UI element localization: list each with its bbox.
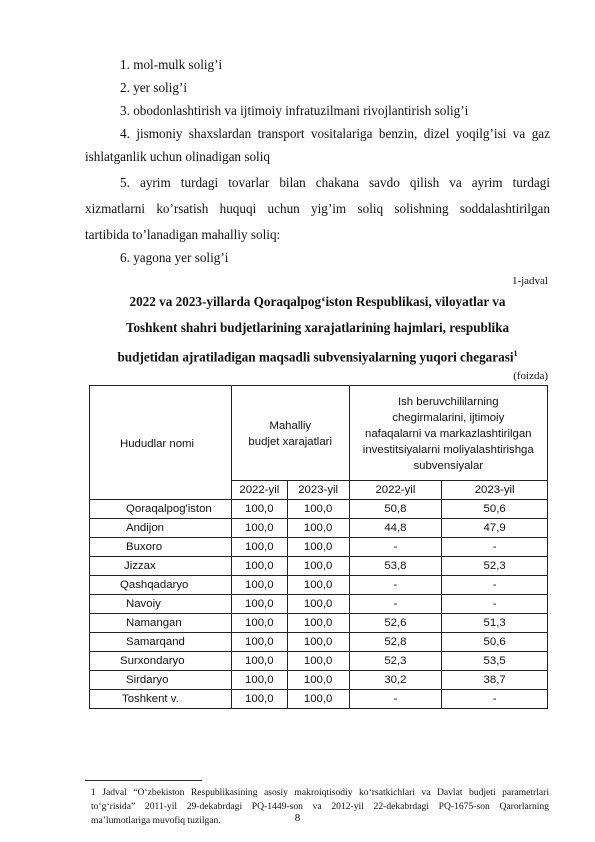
table-title-line3-text: budjetidan ajratiladigan maqsadli subvensiyalarning yuqori chegarasi bbox=[117, 349, 514, 365]
subv-2023-cell: - bbox=[442, 690, 548, 709]
region-name-cell: Navoiy bbox=[90, 595, 232, 614]
header-subv-line4: investitsiyalarni moliyalashtirishga bbox=[362, 444, 534, 456]
header-subv-line5: subvensiyalar bbox=[413, 460, 484, 472]
table-row bbox=[90, 576, 548, 595]
page-number: 8 bbox=[294, 812, 301, 824]
local-2022-cell: 100,0 bbox=[231, 633, 287, 652]
table-row bbox=[90, 538, 548, 557]
region-name-cell: Qoraqalpog'iston bbox=[90, 500, 232, 519]
header-region: Hududlar nomi bbox=[90, 386, 232, 500]
region-name-cell: Qashqadaryo bbox=[90, 576, 232, 595]
table-body bbox=[90, 500, 548, 709]
local-2023-cell: 100,0 bbox=[287, 652, 349, 671]
local-2023-cell: 100,0 bbox=[287, 614, 349, 633]
list-item-1: 1. mol-mulk solig’i bbox=[120, 57, 223, 72]
subv-2022-cell: - bbox=[349, 595, 442, 614]
local-2023-cell: 100,0 bbox=[287, 500, 349, 519]
subv-2022-cell: 52,6 bbox=[349, 614, 442, 633]
list-item-4-line1: 4. jismoniy shaxslardan transport vositalariga benzin, dizel yoqilg’isi va gaz bbox=[120, 126, 550, 141]
subv-2022-cell: - bbox=[349, 576, 442, 595]
table-title bbox=[85, 289, 550, 370]
table-row bbox=[90, 633, 548, 652]
local-2023-cell: 100,0 bbox=[287, 557, 349, 576]
footnote-divider bbox=[85, 780, 202, 781]
list-item-6: 6. yagona yer solig’i bbox=[120, 250, 229, 265]
year-subv-2022: 2022-yil bbox=[349, 481, 442, 500]
subv-2022-cell: - bbox=[349, 538, 442, 557]
header-subv-line2: chegirmalarini, ijtimoiy bbox=[392, 412, 505, 424]
subv-2022-cell: - bbox=[349, 690, 442, 709]
subv-2023-cell: 38,7 bbox=[442, 671, 548, 690]
subv-2023-cell: 50,6 bbox=[442, 633, 548, 652]
table-row bbox=[90, 500, 548, 519]
header-local-line1: Mahalliy bbox=[269, 420, 312, 432]
table-title-line1: 2022 va 2023-yillarda Qoraqalpog‘iston Respublikasi, viloyatlar va bbox=[129, 294, 506, 309]
subv-2023-cell: 53,5 bbox=[442, 652, 548, 671]
region-name-cell: Surxondaryo bbox=[90, 652, 232, 671]
footnote: 1 Jadval “O‘zbekiston Respublikasining asosiy makroiqtisodiy ko‘rsatkichlari va Davlat budjeti parametrlari to‘g‘risida” 2011-yil 29-dekabrdagi PQ-1449-son va 2012-yil 22-dekabrdagi PQ-1675-son Qarorlarning ma’lumotlariga muvofiq tuzilgan. bbox=[91, 787, 549, 826]
year-local-2023: 2023-yil bbox=[287, 481, 349, 500]
list-item-4-line2: ishlatganlik uchun olinadigan soliq bbox=[85, 149, 270, 164]
region-name-cell: Buxoro bbox=[90, 538, 232, 557]
local-2023-cell: 100,0 bbox=[287, 671, 349, 690]
header-local-line2: budjet xarajatlari bbox=[248, 436, 332, 448]
table-row bbox=[90, 519, 548, 538]
header-subv-line3: nafaqalarni va markazlashtirilgan bbox=[365, 428, 532, 440]
unit-label: (foizda) bbox=[513, 370, 548, 382]
subv-2023-cell: 47,9 bbox=[442, 519, 548, 538]
subv-2022-cell: 53,8 bbox=[349, 557, 442, 576]
table-row bbox=[90, 652, 548, 671]
subv-2022-cell: 44,8 bbox=[349, 519, 442, 538]
local-2022-cell: 100,0 bbox=[231, 690, 287, 709]
region-name-cell: Toshkent v. bbox=[90, 690, 232, 709]
list-item-5-line2: xizmatlarni ko’rsatish huquqi uchun yig’im soliq solishning soddalashtirilgan bbox=[85, 201, 550, 216]
local-2022-cell: 100,0 bbox=[231, 595, 287, 614]
local-2023-cell: 100,0 bbox=[287, 633, 349, 652]
local-2022-cell: 100,0 bbox=[231, 652, 287, 671]
subv-2023-cell: 51,3 bbox=[442, 614, 548, 633]
table-header-row bbox=[90, 386, 548, 481]
table-row bbox=[90, 595, 548, 614]
subv-2023-cell: - bbox=[442, 538, 548, 557]
region-name-cell: Andijon bbox=[90, 519, 232, 538]
local-2022-cell: 100,0 bbox=[231, 538, 287, 557]
subv-2023-cell: - bbox=[442, 576, 548, 595]
subv-2022-cell: 52,3 bbox=[349, 652, 442, 671]
subv-2023-cell: - bbox=[442, 595, 548, 614]
local-2022-cell: 100,0 bbox=[231, 671, 287, 690]
list-item-3: 3. obodonlashtirish va ijtimoiy infratuzilmani rivojlantirish solig’i bbox=[120, 103, 469, 118]
table-title-line3 bbox=[85, 341, 550, 370]
table-row bbox=[90, 690, 548, 709]
table-row bbox=[90, 614, 548, 633]
table-title-line2: Toshkent shahri budjetlarining xarajatlarining hajmlari, respublika bbox=[125, 320, 510, 335]
region-name-cell: Sirdaryo bbox=[90, 671, 232, 690]
table-label: 1-jadval bbox=[511, 275, 548, 287]
subv-2022-cell: 30,2 bbox=[349, 671, 442, 690]
header-subv-line1: Ish beruvchililarning bbox=[397, 396, 499, 408]
subv-2022-cell: 50,8 bbox=[349, 500, 442, 519]
local-2023-cell: 100,0 bbox=[287, 519, 349, 538]
subv-2022-cell: 52,8 bbox=[349, 633, 442, 652]
budget-table bbox=[89, 385, 548, 709]
list-item-5-line1: 5. ayrim turdagi tovarlar bilan chakana savdo qilish va ayrim turdagi bbox=[120, 175, 550, 190]
local-2023-cell: 100,0 bbox=[287, 576, 349, 595]
list-item-5-line3: tartibida to’lanadigan mahalliy soliq: bbox=[85, 227, 281, 242]
region-name-cell: Namangan bbox=[90, 614, 232, 633]
region-name-cell: Samarqand bbox=[90, 633, 232, 652]
local-2023-cell: 100,0 bbox=[287, 595, 349, 614]
local-2022-cell: 100,0 bbox=[231, 614, 287, 633]
list-item-2: 2. yer solig’i bbox=[120, 80, 188, 95]
local-2022-cell: 100,0 bbox=[231, 557, 287, 576]
table-row bbox=[90, 557, 548, 576]
table-row bbox=[90, 671, 548, 690]
local-2023-cell: 100,0 bbox=[287, 690, 349, 709]
local-2023-cell: 100,0 bbox=[287, 538, 349, 557]
local-2022-cell: 100,0 bbox=[231, 500, 287, 519]
header-local-budget bbox=[231, 386, 349, 481]
header-subventions bbox=[349, 386, 547, 481]
year-local-2022: 2022-yil bbox=[231, 481, 287, 500]
local-2022-cell: 100,0 bbox=[231, 519, 287, 538]
year-subv-2023: 2023-yil bbox=[442, 481, 548, 500]
subv-2023-cell: 50,6 bbox=[442, 500, 548, 519]
subv-2023-cell: 52,3 bbox=[442, 557, 548, 576]
local-2022-cell: 100,0 bbox=[231, 576, 287, 595]
region-name-cell: Jizzax bbox=[90, 557, 232, 576]
footnote-reference: 1 bbox=[513, 349, 518, 358]
